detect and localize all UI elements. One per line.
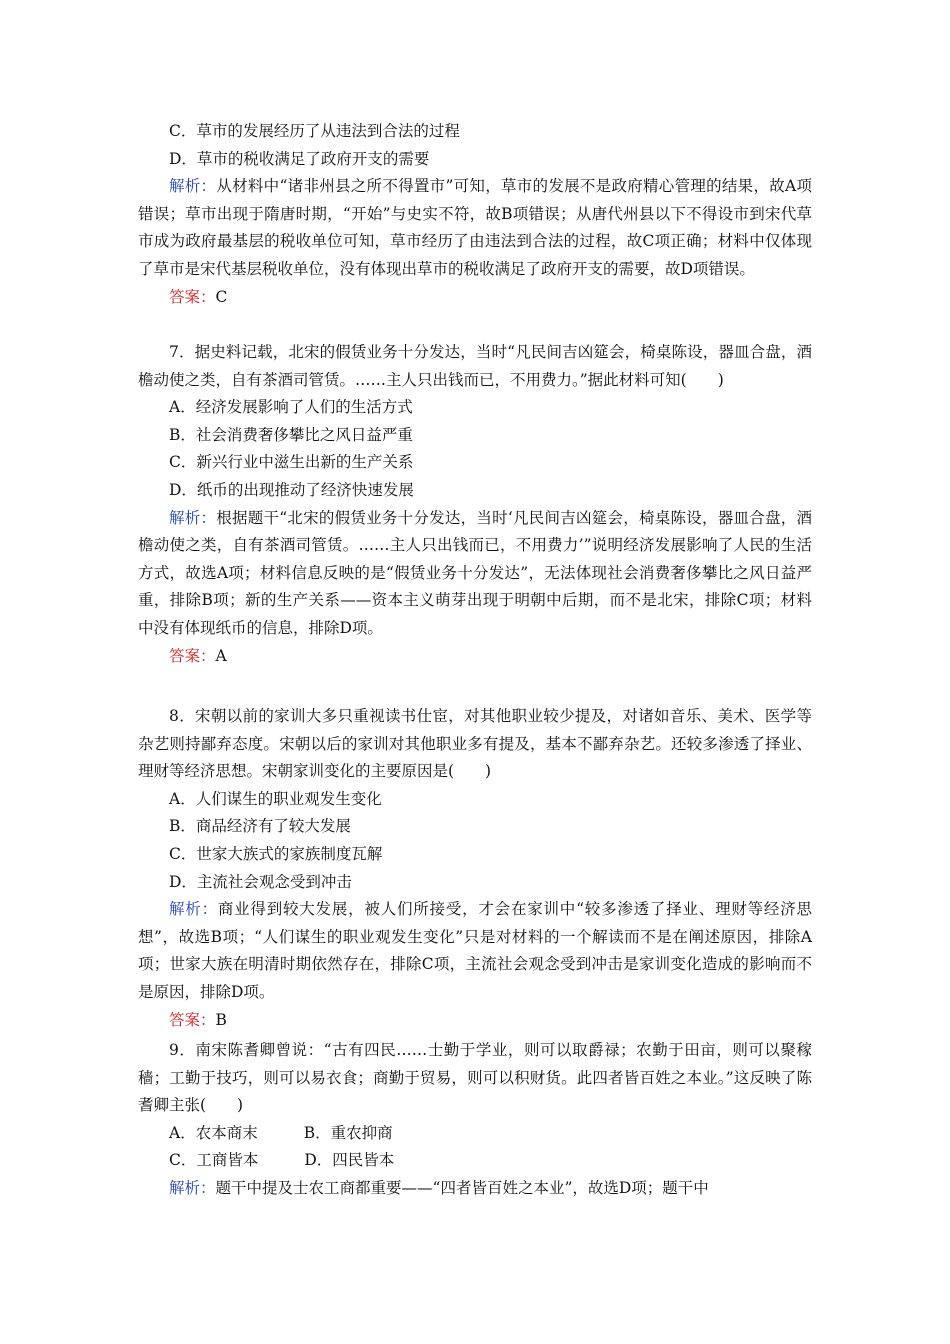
q9-option-a: A．农本商末 bbox=[169, 1123, 258, 1142]
q8-analysis-label: 解析： bbox=[169, 900, 218, 919]
q9-analysis bbox=[138, 1175, 812, 1203]
q6-analysis-text: 从材料中“诸非州县之所不得置市”可知，草市的发展不是政府精心管理的结果，故A项错误；草市出现于隋唐时期，“开始”与史实不符，故B项错误；从唐代州县以下不得设市到宋代草市成为政府最基层的税收单位可知，草市经历了由违法到合法的过程，故C项正确；材料中仅体现了草市是宋代基层税收单位，没有体现出草市的税收满足了政府开支的需要，故D项错误。 bbox=[138, 177, 812, 278]
q7-option-c: C．新兴行业中滋生出新的生产关系 bbox=[169, 453, 414, 472]
q8-answer-label: 答案： bbox=[169, 1010, 216, 1029]
q7-option-a: A．经济发展影响了人们的生活方式 bbox=[169, 398, 413, 417]
q8-option-c: C．世家大族式的家族制度瓦解 bbox=[169, 844, 383, 863]
q9-stem: 9．南宋陈耆卿曾说：“古有四民……士勤于学业，则可以取爵禄；农勤于田亩，则可以聚稼穑；工勤于技巧，则可以易衣食；商勤于贸易，则可以积财货。此四者皆百姓之本业。”这反映了陈耆卿主张( ) bbox=[138, 1041, 812, 1115]
q8-analysis bbox=[138, 896, 812, 1006]
q9-option-d: D．四民皆本 bbox=[304, 1151, 395, 1170]
q8-stem: 8．宋朝以前的家训大多只重视读书仕宦，对其他职业较少提及，对诸如音乐、美术、医学等杂艺则持鄙弃态度。宋朝以后的家训对其他职业多有提及，基本不鄙弃杂艺。还较多渗透了择业、理财等经济思想。宋朝家训变化的主要原因是( ) bbox=[138, 707, 812, 781]
q7-analysis-label: 解析： bbox=[169, 508, 217, 527]
q7-option-b: B．社会消费奢侈攀比之风日益严重 bbox=[169, 425, 413, 444]
q8-answer bbox=[138, 1007, 812, 1035]
q7-answer-value: A bbox=[215, 646, 227, 665]
q6-answer-value: C bbox=[215, 287, 228, 306]
question-7-section bbox=[138, 339, 812, 670]
q7-answer-label: 答案： bbox=[169, 646, 216, 665]
q8-analysis-text: 商业得到较大发展，被人们所接受，才会在家训中“较多渗透了择业、理财等经济思想”，故选B项；“人们谋生的职业观发生变化”只是对材料的一个解读而不是在阐述原因，排除A项；世家大族在明清时期依然存在，排除C项，主流社会观念受到冲击是家训变化造成的影响而不是原因，排除D项。 bbox=[138, 900, 812, 1001]
q6-answer-label: 答案： bbox=[169, 287, 216, 306]
q7-answer bbox=[138, 643, 812, 671]
q9-option-b: B．重农抑商 bbox=[303, 1123, 393, 1142]
q8-option-b: B．商品经济有了较大发展 bbox=[169, 817, 351, 836]
q9-option-c: C．工商皆本 bbox=[169, 1151, 259, 1170]
q6-answer bbox=[138, 284, 812, 312]
q7-stem: 7．据史料记载，北宋的假赁业务十分发达，当时“凡民间吉凶筵会，椅桌陈设，器皿合盘，酒檐动使之类，自有茶酒司管赁。……主人只出钱而已，不用费力。”据此材料可知( ) bbox=[138, 343, 812, 389]
q9-options-row-2 bbox=[138, 1147, 812, 1175]
q6-option-c: C．草市的发展经历了从违法到合法的过程 bbox=[169, 122, 460, 140]
q9-analysis-text: 题干中提及士农工商都重要——“四者皆百姓之本业”，故选D项；题干中 bbox=[215, 1178, 709, 1197]
question-6-section bbox=[138, 118, 812, 311]
q8-option-a: A．人们谋生的职业观发生变化 bbox=[169, 789, 382, 808]
q9-analysis-label: 解析： bbox=[169, 1178, 216, 1197]
q8-option-d: D．主流社会观念受到冲击 bbox=[169, 872, 352, 891]
question-8-section bbox=[138, 703, 812, 1034]
q9-options-row-1 bbox=[138, 1120, 812, 1148]
question-9-section bbox=[138, 1037, 812, 1203]
q6-option-d: D．草市的税收满足了政府开支的需要 bbox=[169, 149, 430, 168]
q7-analysis-text: 根据题干“北宋的假赁业务十分发达，当时‘凡民间吉凶筵会，椅桌陈设，器皿合盘，酒檐动使之类，自有茶酒司管赁。……主人只出钱而已，不用费力’”说明经济发展影响了人民的生活方式，故选A项；材料信息反映的是“假赁业务十分发达”，无法体现社会消费奢侈攀比之风日益严重，排除B项；新的生产关系——资本主义萌芽出现于明朝中后期，而不是北宋，排除C项；材料中没有体现纸币的信息，排除D项。 bbox=[138, 508, 812, 637]
q7-option-d: D．纸币的出现推动了经济快速发展 bbox=[169, 480, 414, 499]
q8-answer-value: B bbox=[215, 1010, 227, 1029]
q7-analysis bbox=[138, 505, 812, 643]
q6-analysis bbox=[138, 173, 812, 283]
q6-analysis-label: 解析： bbox=[169, 177, 217, 196]
